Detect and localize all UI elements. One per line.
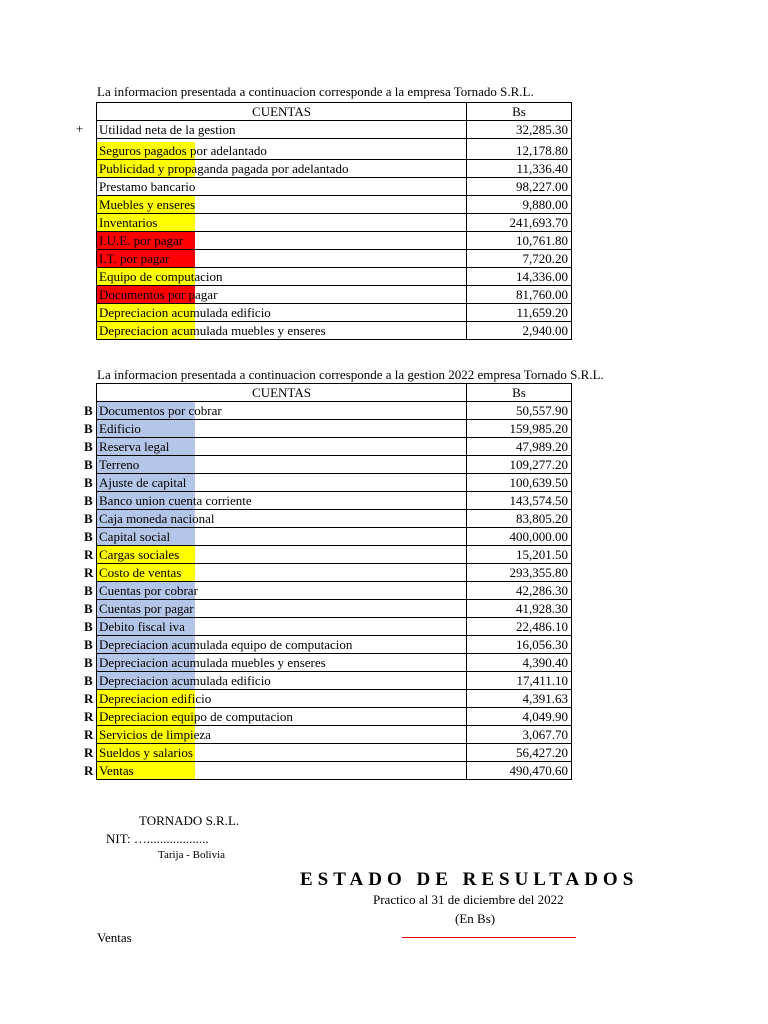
account-name xyxy=(97,304,466,321)
row-type-marker: B xyxy=(84,673,93,688)
account-name xyxy=(97,178,466,195)
amount-cell: 50,557.90 xyxy=(467,402,572,420)
table1-row xyxy=(97,268,572,286)
row-type-marker: R xyxy=(84,547,94,562)
header-cuentas: CUENTAS xyxy=(97,103,467,121)
account-label: Depreciacion acumulada edificio xyxy=(99,673,271,688)
account-label: Depreciacion acumulada muebles y enseres xyxy=(99,323,326,338)
amount-cell: 241,693.70 xyxy=(467,214,572,232)
account-name-cell xyxy=(97,708,467,726)
red-underline xyxy=(402,937,576,938)
account-label: Reserva legal xyxy=(99,439,170,454)
amount-cell: 47,989.20 xyxy=(467,438,572,456)
table1-row xyxy=(97,322,572,340)
amount-cell: 400,000.00 xyxy=(467,528,572,546)
account-label: Inventarios xyxy=(99,215,158,230)
table2-row xyxy=(97,420,572,438)
amount-cell: 16,056.30 xyxy=(467,636,572,654)
account-name xyxy=(97,456,466,473)
row-type-marker: B xyxy=(84,439,93,454)
header-bs: Bs xyxy=(467,103,572,121)
account-name xyxy=(97,214,466,231)
table2-row xyxy=(97,600,572,618)
table2-header-row xyxy=(97,384,572,402)
company-name: TORNADO S.R.L. xyxy=(139,813,240,828)
amount-cell: 41,928.30 xyxy=(467,600,572,618)
table1 xyxy=(96,102,572,340)
account-name xyxy=(97,268,466,285)
amount-cell: 2,940.00 xyxy=(467,322,572,340)
account-label: Cargas sociales xyxy=(99,547,180,562)
account-label: Depreciacion acumulada edificio xyxy=(99,305,271,320)
account-label: Caja moneda nacional xyxy=(99,511,215,526)
account-name-cell xyxy=(97,196,467,214)
amount-cell: 14,336.00 xyxy=(467,268,572,286)
row-type-marker: B xyxy=(84,493,93,508)
amount-cell: 143,574.50 xyxy=(467,492,572,510)
table2 xyxy=(96,383,572,780)
account-label: Equipo de computacion xyxy=(99,269,223,284)
row-type-marker: B xyxy=(84,601,93,616)
table2-row xyxy=(97,492,572,510)
account-name xyxy=(97,726,466,743)
account-label: Ventas xyxy=(99,763,134,778)
account-name-cell xyxy=(97,268,467,286)
account-name-cell xyxy=(97,160,467,178)
account-name-cell xyxy=(97,420,467,438)
account-name-cell xyxy=(97,232,467,250)
table1-row xyxy=(97,286,572,304)
amount-cell: 490,470.60 xyxy=(467,762,572,780)
amount-cell: 17,411.10 xyxy=(467,672,572,690)
amount-cell: 98,227.00 xyxy=(467,178,572,196)
amount-cell: 11,336.40 xyxy=(467,160,572,178)
row-type-marker: B xyxy=(84,421,93,436)
table2-row xyxy=(97,528,572,546)
table1-row xyxy=(97,304,572,322)
account-name-cell xyxy=(97,456,467,474)
table1-row xyxy=(97,196,572,214)
amount-cell: 4,049.90 xyxy=(467,708,572,726)
table2-row xyxy=(97,636,572,654)
table2-intro: La informacion presentada a continuacion corresponde a la gestion 2022 empresa Tornado S.R.L. xyxy=(97,367,604,382)
account-name xyxy=(97,286,466,303)
table2-row xyxy=(97,708,572,726)
row-type-marker: B xyxy=(84,529,93,544)
amount-cell: 83,805.20 xyxy=(467,510,572,528)
table2-row xyxy=(97,582,572,600)
plus-sign: + xyxy=(76,121,84,136)
location: Tarija - Bolivia xyxy=(158,849,226,861)
account-name xyxy=(97,618,466,635)
account-name-cell xyxy=(97,726,467,744)
amount-cell: 15,201.50 xyxy=(467,546,572,564)
account-label: Debito fiscal iva xyxy=(99,619,185,634)
amount-cell: 293,355.80 xyxy=(467,564,572,582)
table1-row xyxy=(97,139,572,160)
row-type-marker: B xyxy=(84,619,93,634)
amount-cell: 9,880.00 xyxy=(467,196,572,214)
account-label: Depreciacion acumulada muebles y enseres xyxy=(99,655,326,670)
amount-cell: 11,659.20 xyxy=(467,304,572,322)
account-name-cell xyxy=(97,600,467,618)
table2-row xyxy=(97,438,572,456)
table1-row xyxy=(97,232,572,250)
table2-row xyxy=(97,546,572,564)
account-name-cell xyxy=(97,654,467,672)
currency-note: (En Bs) xyxy=(455,911,496,926)
amount-cell: 100,639.50 xyxy=(467,474,572,492)
account-name-cell xyxy=(97,510,467,528)
row-type-marker: B xyxy=(84,583,93,598)
row-type-marker: B xyxy=(84,475,93,490)
table2-row xyxy=(97,510,572,528)
table1-row xyxy=(97,214,572,232)
account-name xyxy=(97,600,466,617)
ventas-label: Ventas xyxy=(97,930,132,945)
amount-cell: 12,178.80 xyxy=(467,139,572,160)
account-label: Cuentas por cobrar xyxy=(99,583,198,598)
amount-cell: 4,390.40 xyxy=(467,654,572,672)
account-name xyxy=(97,744,466,761)
account-label: Servicios de limpieza xyxy=(99,727,211,742)
account-label: Utilidad neta de la gestion xyxy=(99,122,236,137)
amount-cell: 109,277.20 xyxy=(467,456,572,474)
account-label: Seguros pagados por adelantado xyxy=(99,143,267,158)
table1-row xyxy=(97,250,572,268)
amount-cell: 32,285.30 xyxy=(467,121,572,139)
table2-row xyxy=(97,726,572,744)
account-name xyxy=(97,438,466,455)
account-label: I.T. por pagar xyxy=(99,251,170,266)
amount-cell: 10,761.80 xyxy=(467,232,572,250)
account-label: Depreciacion acumulada equipo de computacion xyxy=(99,637,353,652)
table2-row xyxy=(97,690,572,708)
account-name-cell xyxy=(97,438,467,456)
row-type-marker: R xyxy=(84,709,94,724)
account-name-cell xyxy=(97,546,467,564)
header-cuentas: CUENTAS xyxy=(97,384,467,402)
account-name xyxy=(97,654,466,671)
table2-row xyxy=(97,474,572,492)
account-label: Documentos por pagar xyxy=(99,287,218,302)
table2-row xyxy=(97,402,572,420)
row-type-marker: B xyxy=(84,511,93,526)
table2-row xyxy=(97,564,572,582)
statement-subtitle: Practico al 31 de diciembre del 2022 xyxy=(373,892,564,907)
table2-row xyxy=(97,762,572,780)
account-name xyxy=(97,232,466,249)
nit-line: NIT: …................... xyxy=(106,831,209,846)
account-name-cell xyxy=(97,214,467,232)
table1-row xyxy=(97,178,572,196)
account-name xyxy=(97,121,466,138)
row-type-marker: R xyxy=(84,763,94,778)
table2-row xyxy=(97,744,572,762)
account-name-cell xyxy=(97,744,467,762)
account-label: Capital social xyxy=(99,529,171,544)
account-name xyxy=(97,250,466,267)
account-name xyxy=(97,762,466,779)
account-label: I.U.E. por pagar xyxy=(99,233,184,248)
row-type-marker: B xyxy=(84,637,93,652)
account-label: Depreciacion equipo de computacion xyxy=(99,709,293,724)
header-bs: Bs xyxy=(467,384,572,402)
amount-cell: 159,985.20 xyxy=(467,420,572,438)
table2-row xyxy=(97,456,572,474)
account-label: Banco union cuenta corriente xyxy=(99,493,252,508)
table2-row xyxy=(97,672,572,690)
row-type-marker: B xyxy=(84,403,93,418)
account-label: Documentos por cobrar xyxy=(99,403,222,418)
account-label: Prestamo bancario xyxy=(99,179,196,194)
account-name-cell xyxy=(97,121,467,139)
account-name xyxy=(97,160,466,177)
amount-cell: 4,391.63 xyxy=(467,690,572,708)
account-name-cell xyxy=(97,178,467,196)
account-name-cell xyxy=(97,286,467,304)
account-name-cell xyxy=(97,322,467,340)
account-name xyxy=(97,546,466,563)
account-name-cell xyxy=(97,304,467,322)
account-label: Depreciacion edificio xyxy=(99,691,212,706)
row-type-marker: B xyxy=(84,457,93,472)
row-type-marker: R xyxy=(84,727,94,742)
account-name-cell xyxy=(97,250,467,268)
account-name xyxy=(97,636,466,653)
account-name xyxy=(97,582,466,599)
table1-intro: La informacion presentada a continuacion corresponde a la empresa Tornado S.R.L. xyxy=(97,84,534,99)
account-name-cell xyxy=(97,618,467,636)
account-label: Cuentas por pagar xyxy=(99,601,194,616)
account-label: Muebles y enseres xyxy=(99,197,196,212)
table1-header-row xyxy=(97,103,572,121)
table1-row xyxy=(97,160,572,178)
account-label: Sueldos y salarios xyxy=(99,745,193,760)
account-name xyxy=(97,474,466,491)
account-name-cell xyxy=(97,636,467,654)
account-label: Ajuste de capital xyxy=(99,475,187,490)
account-name-cell xyxy=(97,474,467,492)
amount-cell: 22,486.10 xyxy=(467,618,572,636)
account-name xyxy=(97,708,466,725)
account-name-cell xyxy=(97,582,467,600)
account-name xyxy=(97,564,466,581)
account-name xyxy=(97,142,466,159)
account-name xyxy=(97,510,466,527)
account-name xyxy=(97,402,466,419)
amount-cell: 81,760.00 xyxy=(467,286,572,304)
account-name-cell xyxy=(97,402,467,420)
account-name xyxy=(97,492,466,509)
account-name xyxy=(97,690,466,707)
table1-row xyxy=(97,121,572,139)
account-label: Edificio xyxy=(99,421,141,436)
amount-cell: 7,720.20 xyxy=(467,250,572,268)
account-name-cell xyxy=(97,528,467,546)
account-label: Costo de ventas xyxy=(99,565,182,580)
account-name-cell xyxy=(97,762,467,780)
amount-cell: 56,427.20 xyxy=(467,744,572,762)
account-name xyxy=(97,322,466,339)
account-name xyxy=(97,196,466,213)
account-name-cell xyxy=(97,672,467,690)
account-name xyxy=(97,528,466,545)
table2-row xyxy=(97,654,572,672)
table2-row xyxy=(97,618,572,636)
account-name-cell xyxy=(97,139,467,160)
amount-cell: 42,286.30 xyxy=(467,582,572,600)
account-name xyxy=(97,672,466,689)
row-type-marker: R xyxy=(84,565,94,580)
account-name-cell xyxy=(97,564,467,582)
account-label: Terreno xyxy=(99,457,140,472)
row-type-marker: R xyxy=(84,745,94,760)
statement-title: ESTADO DE RESULTADOS xyxy=(300,869,639,890)
amount-cell: 3,067.70 xyxy=(467,726,572,744)
account-name-cell xyxy=(97,690,467,708)
row-type-marker: B xyxy=(84,655,93,670)
account-label: Publicidad y propaganda pagada por adelantado xyxy=(99,161,349,176)
row-type-marker: R xyxy=(84,691,94,706)
account-name-cell xyxy=(97,492,467,510)
account-name xyxy=(97,420,466,437)
